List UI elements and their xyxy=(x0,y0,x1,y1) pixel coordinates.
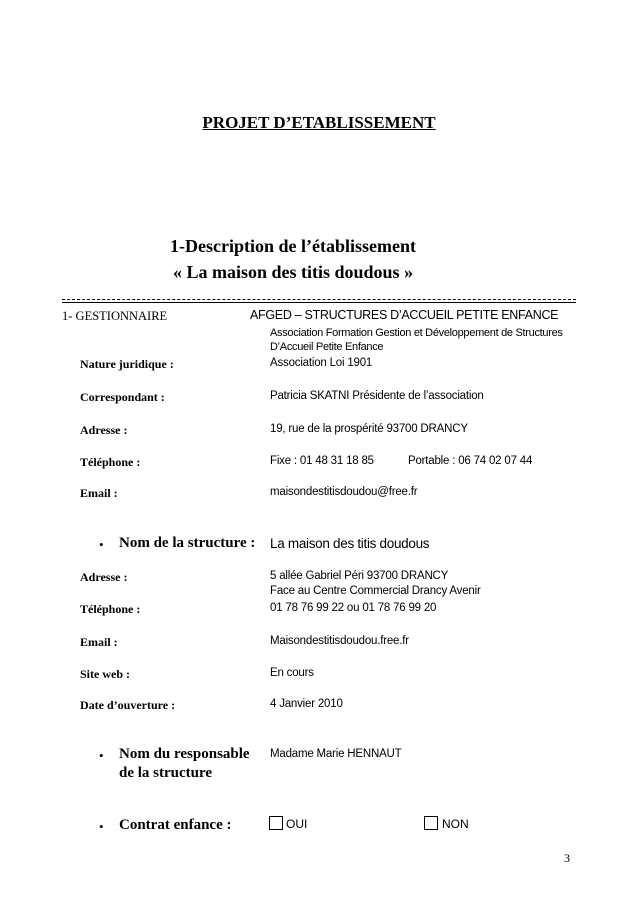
site-web-label: Site web : xyxy=(80,667,130,681)
telephone-label: Téléphone : xyxy=(80,455,141,469)
email-label: Email : xyxy=(80,486,118,500)
non-checkbox[interactable] xyxy=(424,816,438,830)
email-value: Maisondestitisdoudou.free.fr xyxy=(270,635,409,647)
structure-value: La maison des titis doudous xyxy=(270,536,430,551)
oui-checkbox[interactable] xyxy=(269,816,283,830)
page-number: 3 xyxy=(564,851,570,865)
telephone-label: Téléphone : xyxy=(80,602,141,616)
bullet-icon: • xyxy=(99,819,104,834)
contrat-label: Contrat enfance : xyxy=(119,817,232,833)
structure-label: Nom de la structure : xyxy=(119,535,256,551)
page-title: PROJET D’ETABLISSEMENT xyxy=(202,113,436,132)
responsable-label: Nom du responsable xyxy=(119,746,250,762)
telephone-portable-value: Portable : 06 74 02 07 44 xyxy=(408,455,533,467)
adresse-complement: Face au Centre Commercial Drancy Avenir xyxy=(270,585,481,597)
gestionnaire-detail: Association Formation Gestion et Développement de Structures xyxy=(270,327,563,339)
gestionnaire-value: AFGED – STRUCTURES D’ACCUEIL PETITE ENFANCE xyxy=(250,308,559,322)
structure-name-heading: « La maison des titis doudous » xyxy=(173,262,414,282)
nature-juridique-value: Association Loi 1901 xyxy=(270,357,373,369)
correspondant-value: Patricia SKATNI Présidente de l’association xyxy=(270,390,484,402)
gestionnaire-label: 1- GESTIONNAIRE xyxy=(62,309,168,323)
email-value: maisondestitisdoudou@free.fr xyxy=(270,486,418,498)
adresse-value: 19, rue de la prospérité 93700 DRANCY xyxy=(270,423,468,435)
correspondant-label: Correspondant : xyxy=(80,390,165,404)
divider-solid xyxy=(62,302,576,303)
oui-label: OUI xyxy=(286,817,308,831)
adresse-label: Adresse : xyxy=(80,423,128,437)
site-web-value: En cours xyxy=(270,667,314,679)
section-heading: 1-Description de l’établissement xyxy=(170,236,416,256)
bullet-icon: • xyxy=(99,748,104,763)
email-label: Email : xyxy=(80,635,118,649)
telephone-value: 01 78 76 99 22 ou 01 78 76 99 20 xyxy=(270,602,437,614)
adresse-value: 5 allée Gabriel Péri 93700 DRANCY xyxy=(270,570,449,582)
nature-juridique-label: Nature juridique : xyxy=(80,357,174,371)
date-ouverture-value: 4 Janvier 2010 xyxy=(270,698,343,710)
responsable-label-cont: de la structure xyxy=(119,765,213,781)
date-ouverture-label: Date d’ouverture : xyxy=(80,698,176,712)
non-label: NON xyxy=(442,817,469,831)
responsable-value: Madame Marie HENNAUT xyxy=(270,748,402,760)
bullet-icon: • xyxy=(99,537,104,552)
divider xyxy=(62,299,576,300)
adresse-label: Adresse : xyxy=(80,570,128,584)
telephone-fixe-value: Fixe : 01 48 31 18 85 xyxy=(270,455,374,467)
gestionnaire-detail: D’Accueil Petite Enfance xyxy=(270,341,384,353)
